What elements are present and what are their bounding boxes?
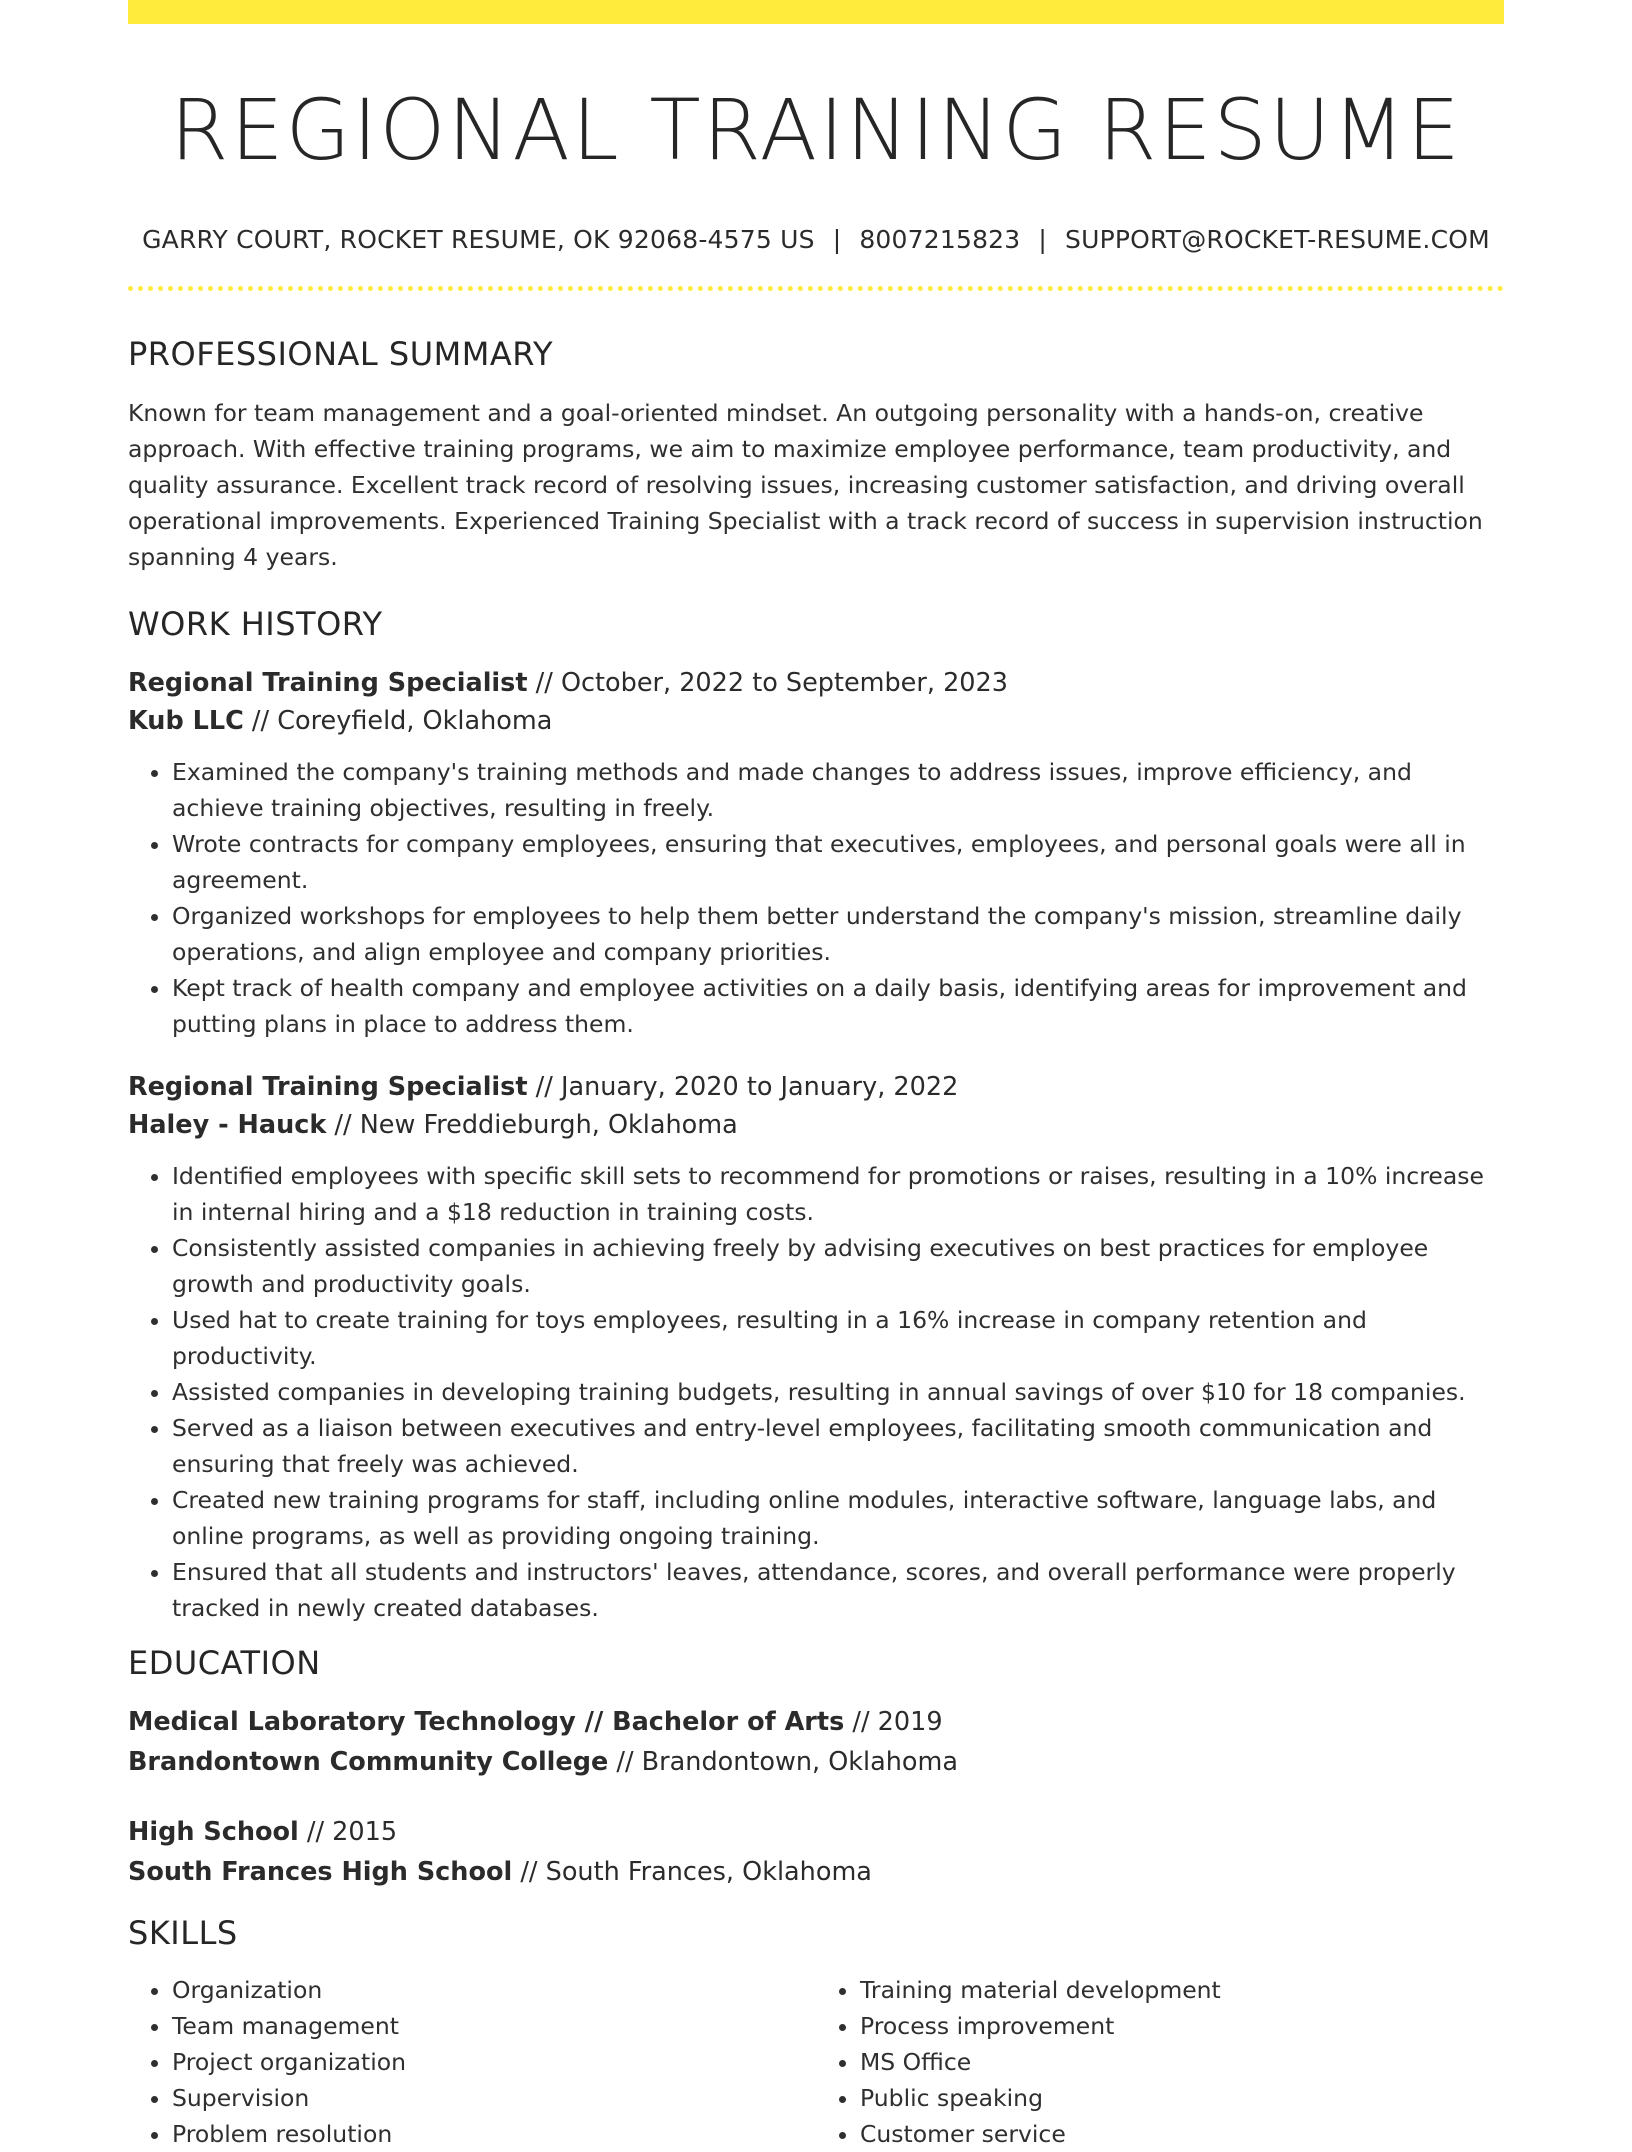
education-section xyxy=(128,1644,1504,1892)
resume-page xyxy=(128,0,1504,2152)
education-school: South Frances High School xyxy=(128,1856,513,1887)
skill-item: • MS Office xyxy=(860,2044,1504,2080)
job-bullet: • Wrote contracts for company employees, ensuring that executives, employees, and personal goals were all in agreement. xyxy=(172,826,1504,898)
resume-title: REGIONAL TRAINING RESUME xyxy=(170,81,1462,179)
skill-item: • Process improvement xyxy=(860,2008,1504,2044)
work-history-heading: WORK HISTORY xyxy=(128,605,383,644)
job-dates: // October, 2022 to September, 2023 xyxy=(527,667,1008,698)
job-company-line xyxy=(128,1106,1504,1144)
education-degree: Medical Laboratory Technology // Bachelor of Arts xyxy=(128,1706,845,1737)
job-bullet: • Kept track of health company and employee activities on a daily basis, identifying areas for improvement and putting plans in place to address them. xyxy=(172,970,1504,1042)
education-degree-line xyxy=(128,1702,1504,1742)
skill-item: • Training material development xyxy=(860,1972,1504,2008)
education-school-line xyxy=(128,1742,1504,1782)
skill-item: • Public speaking xyxy=(860,2080,1504,2116)
job-title: Regional Training Specialist xyxy=(128,1071,528,1102)
contact-line xyxy=(128,225,1504,254)
contact-separator: | xyxy=(1038,224,1048,254)
job-title: Regional Training Specialist xyxy=(128,667,528,698)
skill-item: • Organization xyxy=(172,1972,816,2008)
job-bullet: • Used hat to create training for toys employees, resulting in a 16% increase in company retention and productivity. xyxy=(172,1302,1504,1374)
skill-item: • Team management xyxy=(172,2008,816,2044)
job-dates: // January, 2020 to January, 2022 xyxy=(527,1071,959,1102)
education-entry xyxy=(128,1812,1504,1892)
education-location: // South Frances, Oklahoma xyxy=(512,1856,872,1887)
skills-right-column xyxy=(816,1972,1504,2152)
job-company-line xyxy=(128,702,1504,740)
work-history-section xyxy=(128,605,1504,1625)
skill-item: • Problem resolution xyxy=(172,2116,816,2152)
contact-phone: 8007215823 xyxy=(859,224,1021,254)
top-accent-bar xyxy=(128,0,1504,24)
job-company: Haley - Hauck xyxy=(128,1109,327,1140)
job-bullet: • Assisted companies in developing training budgets, resulting in annual savings of over $10 for 18 companies. xyxy=(172,1374,1504,1410)
job-entry xyxy=(128,1068,1504,1626)
dotted-divider xyxy=(128,286,1504,291)
education-degree-line xyxy=(128,1812,1504,1852)
education-degree: High School xyxy=(128,1816,299,1847)
job-location: // New Freddieburgh, Oklahoma xyxy=(326,1109,738,1140)
summary-heading: PROFESSIONAL SUMMARY xyxy=(128,334,553,373)
education-entry xyxy=(128,1702,1504,1782)
education-school-line xyxy=(128,1852,1504,1892)
skill-item: • Project organization xyxy=(172,2044,816,2080)
job-bullet: • Organized workshops for employees to help them better understand the company's mission, streamline daily operations, and align employee and company priorities. xyxy=(172,898,1504,970)
education-location: // Brandontown, Oklahoma xyxy=(608,1746,958,1777)
skills-heading: SKILLS xyxy=(128,1913,238,1952)
job-bullet: • Examined the company's training methods and made changes to address issues, improve efficiency, and achieve training objectives, resulting in freely. xyxy=(172,754,1504,826)
skills-left-column xyxy=(128,1972,816,2152)
education-year: // 2015 xyxy=(298,1816,398,1847)
education-school: Brandontown Community College xyxy=(128,1746,609,1777)
skill-item: • Supervision xyxy=(172,2080,816,2116)
job-title-line xyxy=(128,664,1504,702)
education-year: // 2019 xyxy=(844,1706,943,1737)
summary-text: Known for team management and a goal-oriented mindset. An outgoing personality with a hands-on, creative approach. With effective training programs, we aim to maximize employee performance, team productivity, and quality assurance. Excellent track record of resolving issues, increasing customer satisfaction, and driving overall operational improvements. Experienced Training Specialist with a track record of success in supervision instruction spanning 4 years. xyxy=(128,399,1483,572)
job-bullet: • Identified employees with specific skill sets to recommend for promotions or raises, resulting in a 10% increase in internal hiring and a $18 reduction in training costs. xyxy=(172,1158,1504,1230)
skills-section xyxy=(128,1914,1504,2152)
job-bullet: • Created new training programs for staff, including online modules, interactive software, language labs, and online programs, as well as providing ongoing training. xyxy=(172,1482,1504,1554)
skill-item: • Customer service xyxy=(860,2116,1504,2152)
contact-email: SUPPORT@ROCKET-RESUME.COM xyxy=(1065,224,1490,254)
job-bullet: • Served as a liaison between executives and entry-level employees, facilitating smooth communication and ensuring that freely was achieved. xyxy=(172,1410,1504,1482)
job-entry xyxy=(128,664,1504,1042)
job-bullets xyxy=(128,754,1504,1042)
contact-separator: | xyxy=(832,224,842,254)
job-title-line xyxy=(128,1068,1504,1106)
job-bullet: • Ensured that all students and instructors' leaves, attendance, scores, and overall performance were properly tracked in newly created databases. xyxy=(172,1554,1504,1626)
summary-section xyxy=(128,335,1504,575)
contact-address: GARRY COURT, ROCKET RESUME, OK 92068-4575 US xyxy=(142,224,815,254)
job-location: // Coreyfield, Oklahoma xyxy=(243,705,553,736)
job-bullet: • Consistently assisted companies in achieving freely by advising executives on best practices for employee growth and productivity goals. xyxy=(172,1230,1504,1302)
skills-columns xyxy=(128,1972,1504,2152)
education-heading: EDUCATION xyxy=(128,1643,321,1682)
job-bullets xyxy=(128,1158,1504,1626)
job-company: Kub LLC xyxy=(128,705,244,736)
